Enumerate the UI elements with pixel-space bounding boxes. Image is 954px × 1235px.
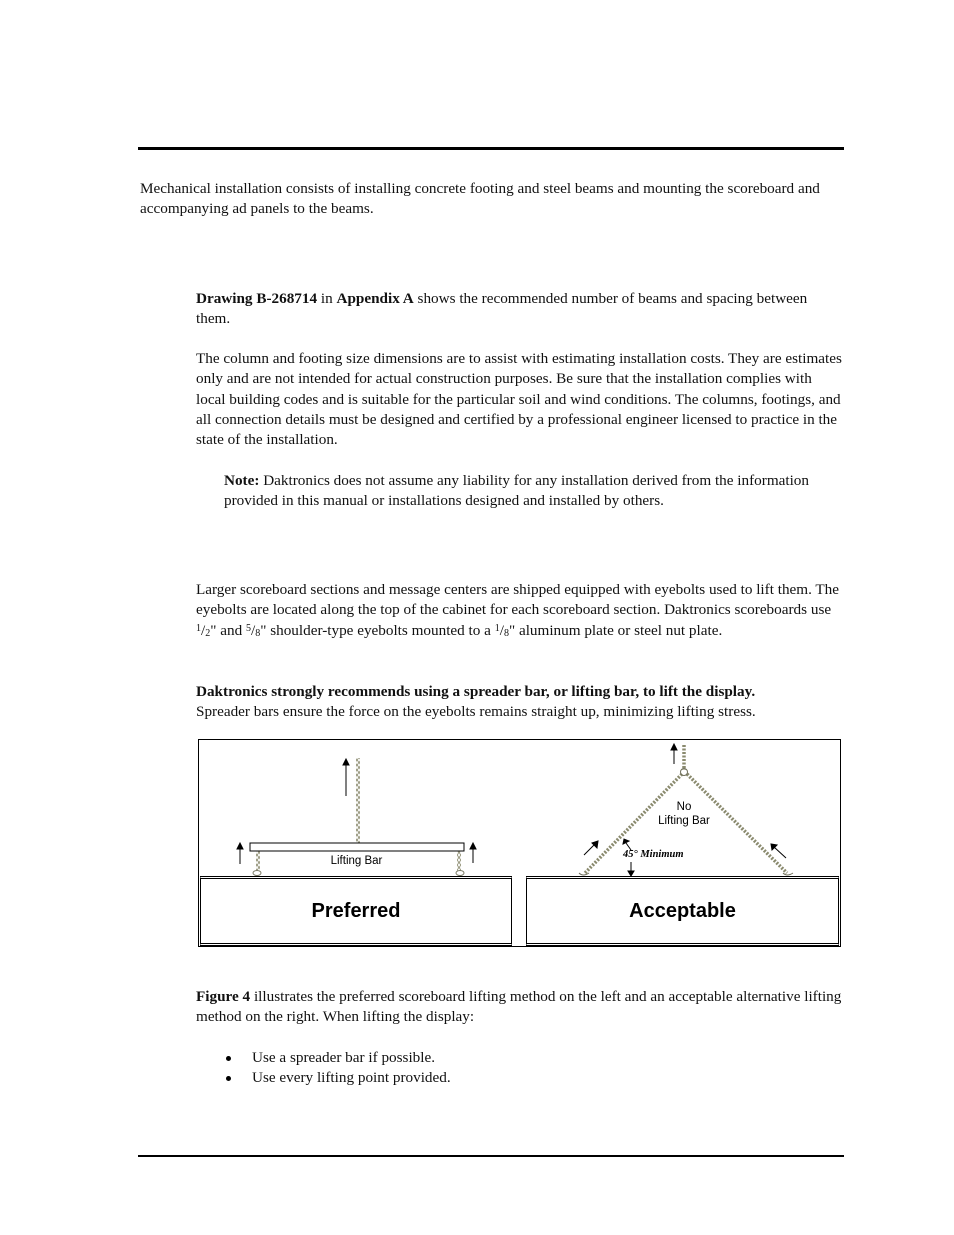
eyebolts-paragraph: Larger scoreboard sections and message centers are shipped equipped with eyebolts used to lift them. The eyebolts are located along the top of the cabinet for each scoreboard section. Daktronics scoreboards use $^1/_2$" and $^5/_8$" shoulder-type eyebolts mounted to a $^1/_8$" aluminum plate or steel nut plate. bbox=[196, 581, 840, 639]
acceptable-board: Acceptable bbox=[526, 876, 839, 946]
footing-paragraph: The column and footing size dimensions are to assist with estimating installation costs. They are estimates only and are not intended for actual construction purposes. Be sure that the installation complies with local building codes and is suitable for the particular soil and wind conditions. The columns, footings, and all connection details must be designed and certified by a professional engineer licensed to practice in the state of the installation. bbox=[196, 350, 842, 449]
bullet-icon bbox=[226, 1076, 231, 1081]
figure-reference: Figure 4 bbox=[196, 988, 251, 1005]
figure-description-paragraph: Figure 4 illustrates the preferred scoreboard lifting method on the left and an acceptable alternative lifting method on the right. When lifting the display: bbox=[196, 988, 842, 1026]
lifting-bar-shape bbox=[250, 843, 464, 851]
spreader-bar-recommendation: Daktronics strongly recommends using a spreader bar, or lifting bar, to lift the display. bbox=[196, 683, 756, 700]
list-item: Use every lifting point provided. bbox=[196, 1068, 836, 1088]
lifting-figure bbox=[198, 739, 841, 947]
liability-note: Note: Daktronics does not assume any liability for any installation derived from the information provided in this manual or installations designed and installed by others. bbox=[224, 472, 809, 510]
header-rule bbox=[138, 147, 844, 150]
drawing-reference: Drawing B-268714 bbox=[196, 290, 318, 307]
list-item: Use a spreader bar if possible. bbox=[196, 1048, 836, 1068]
bullet-icon bbox=[226, 1056, 231, 1061]
lifting-guidelines-list bbox=[196, 1048, 836, 1089]
footer-rule bbox=[138, 1155, 844, 1157]
beams-paragraph: Drawing B-268714 in Appendix A shows the recommended number of beams and spacing between them. bbox=[196, 290, 808, 328]
preferred-board: Preferred bbox=[200, 876, 512, 946]
angle-label: 45° Minimum bbox=[623, 849, 684, 860]
no-lifting-bar-label: No Lifting Bar bbox=[658, 801, 710, 827]
lifting-bar-label: Lifting Bar bbox=[330, 855, 383, 867]
appendix-reference: Appendix A bbox=[336, 290, 414, 307]
spreader-bar-paragraph: Daktronics strongly recommends using a spreader bar, or lifting bar, to lift the display. Spreader bars ensure the force on the eyebolts remains straight up, minimizing lifting stress. bbox=[196, 683, 756, 721]
intro-paragraph: Mechanical installation consists of installing concrete footing and steel beams and mounting the scoreboard and accompanying ad panels to the beams. bbox=[140, 180, 820, 218]
note-label: Note: bbox=[224, 472, 260, 489]
